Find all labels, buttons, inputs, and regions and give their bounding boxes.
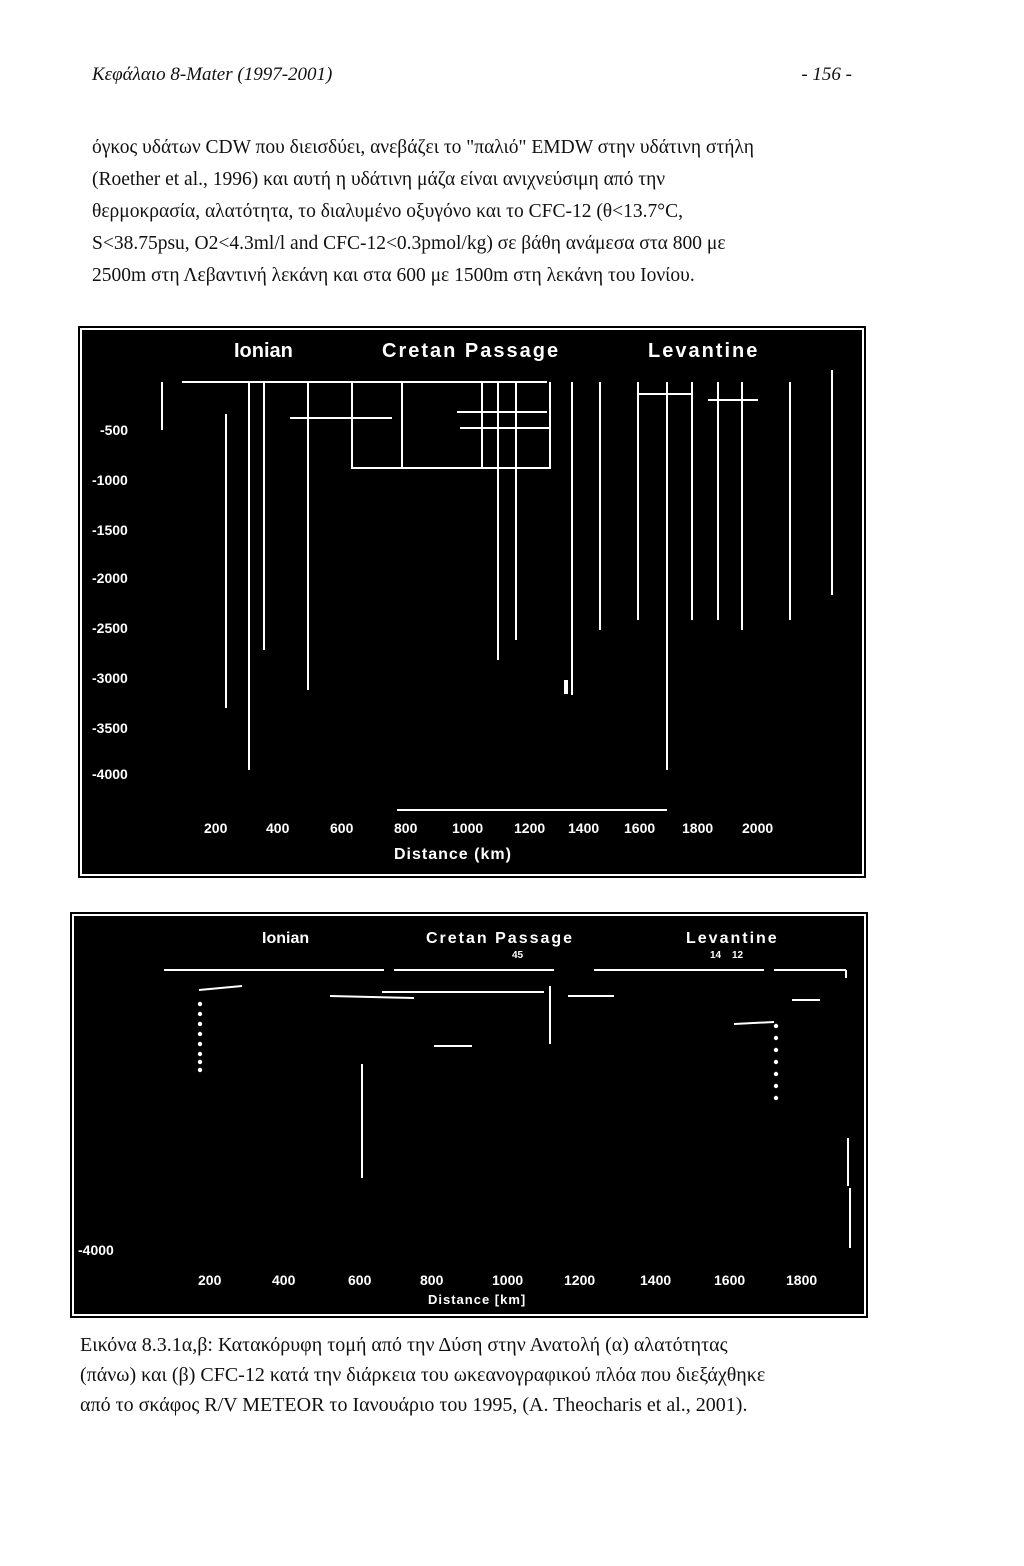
- x-axis-label: Distance [km]: [428, 1292, 527, 1307]
- x-tick-label: 200: [198, 1272, 222, 1288]
- y-tick-label: -500: [100, 422, 129, 438]
- x-tick-label: 600: [348, 1272, 372, 1288]
- region-label-levantine: Levantine: [648, 340, 760, 362]
- x-tick-label: 1400: [568, 820, 600, 836]
- y-tick-label: -3500: [92, 720, 128, 736]
- region-label-ionian: Ionian: [234, 340, 293, 362]
- sample-dots-east: [774, 1024, 778, 1100]
- paragraph-line: όγκος υδάτων CDW που διεισδύει, ανεβάζει το "παλιό" EMDW στην υδάτινη στήλη: [92, 137, 754, 158]
- paragraph-line: θερμοκρασία, αλατότητα, το διαλυμένο οξυγόνο και το CFC-12 (θ<13.7°C,: [92, 201, 683, 222]
- x-tick-label: 2000: [742, 820, 774, 836]
- x-tick-label: 1600: [624, 820, 656, 836]
- y-tick-label: -1500: [92, 522, 128, 538]
- caption-line: (πάνω) και (β) CFC-12 κατά την διάρκεια του ωκεανογραφικού πλόα που διεξάχθηκε: [80, 1364, 766, 1386]
- section-plot-b: [74, 916, 864, 1314]
- contour-line: [734, 1022, 774, 1024]
- figure-cfc12-section: [72, 914, 866, 1316]
- x-tick-label: 1000: [492, 1272, 524, 1288]
- x-tick-label: 1200: [564, 1272, 596, 1288]
- contour-line: [352, 430, 550, 468]
- body-paragraph: [92, 132, 862, 292]
- x-tick-label: 600: [330, 820, 354, 836]
- station-mark: 14: [710, 950, 722, 961]
- paragraph-line: S<38.75psu, O2<4.3ml/l and CFC-12<0.3pmol/kg) σε βάθη ανάμεσα στα 800 με: [92, 233, 726, 254]
- y-tick-label: -4000: [92, 766, 128, 782]
- page-number: - 156 -: [801, 64, 852, 85]
- figure-salinity-section: [80, 328, 864, 876]
- y-tick-label: -3000: [92, 670, 128, 686]
- x-tick-label: 1400: [640, 1272, 672, 1288]
- y-tick-label: -4000: [78, 1242, 114, 1258]
- x-tick-label: 1600: [714, 1272, 746, 1288]
- x-tick-label: 200: [204, 820, 228, 836]
- region-label-cretan-passage: Cretan Passage: [426, 930, 575, 947]
- data-mark: [564, 680, 568, 694]
- section-plot-a: [82, 330, 862, 874]
- x-tick-label: 1000: [452, 820, 484, 836]
- x-tick-label: 1200: [514, 820, 546, 836]
- x-tick-label: 800: [394, 820, 418, 836]
- page-header: [92, 64, 852, 88]
- sample-dots-west: [198, 1002, 202, 1072]
- station-mark: 45: [512, 950, 524, 961]
- contour-line: [199, 986, 242, 990]
- x-tick-label: 800: [420, 1272, 444, 1288]
- region-label-cretan-passage: Cretan Passage: [382, 340, 561, 362]
- caption-line: Εικόνα 8.3.1α,β: Κατακόρυφη τομή από την Δύση στην Ανατολή (α) αλατότητας: [80, 1334, 728, 1356]
- station-mark: 12: [732, 950, 744, 961]
- region-label-ionian: Ionian: [262, 930, 310, 947]
- contour-line: [330, 996, 414, 998]
- paragraph-line: (Roether et al., 1996) και αυτή η υδάτινη μάζα είναι ανιχνεύσιμη από την: [92, 169, 666, 190]
- figure-caption: [80, 1330, 870, 1420]
- x-axis-label: Distance (km): [394, 846, 512, 863]
- paragraph-line: 2500m στη Λεβαντινή λεκάνη και στα 600 με 1500m στη λεκάνη του Ιονίου.: [92, 265, 695, 286]
- x-tick-label: 400: [266, 820, 290, 836]
- chapter-title: Κεφάλαιο 8-Mater (1997-2001): [92, 64, 333, 85]
- x-tick-label: 1800: [786, 1272, 818, 1288]
- y-tick-label: -2500: [92, 620, 128, 636]
- x-tick-label: 400: [272, 1272, 296, 1288]
- x-tick-label: 1800: [682, 820, 714, 836]
- y-tick-label: -1000: [92, 472, 128, 488]
- region-label-levantine: Levantine: [686, 930, 779, 947]
- caption-line: από το σκάφος R/V METEOR το Ιανουάριο του 1995, (A. Theocharis et al., 2001).: [80, 1394, 748, 1416]
- y-tick-label: -2000: [92, 570, 128, 586]
